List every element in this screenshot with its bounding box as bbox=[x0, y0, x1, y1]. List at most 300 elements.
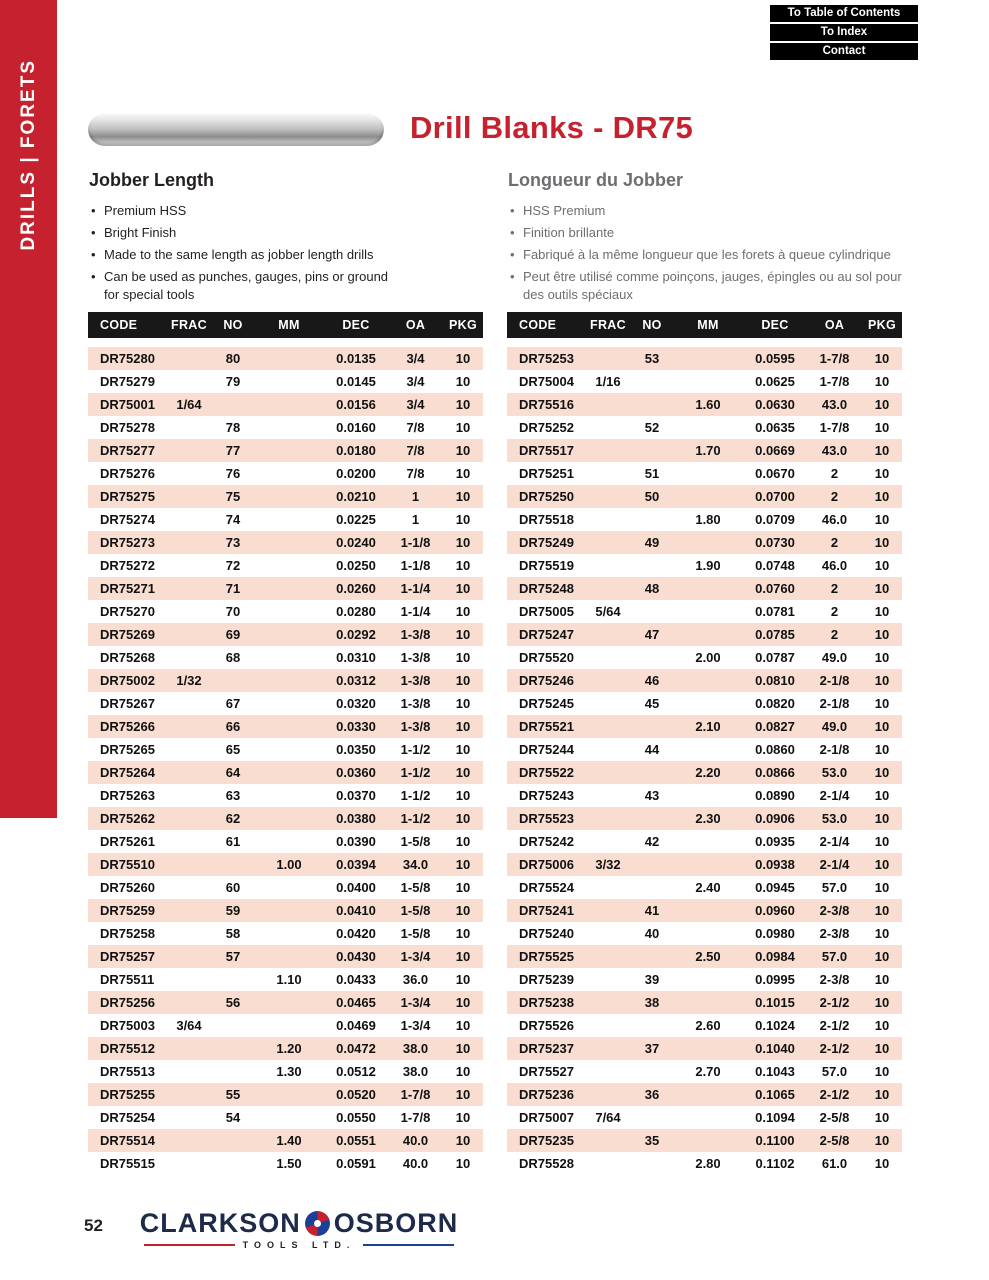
table-row bbox=[88, 623, 483, 646]
cell-mm: 1.70 bbox=[695, 443, 721, 458]
column-header-oa: OA bbox=[405, 318, 426, 332]
cell-dec: 0.0360 bbox=[336, 765, 376, 780]
cell-dec: 0.0748 bbox=[755, 558, 795, 573]
table-row bbox=[507, 485, 902, 508]
cell-mm: 2.10 bbox=[695, 719, 721, 734]
cell-code: DR75523 bbox=[519, 811, 574, 826]
table-row bbox=[88, 899, 483, 922]
cell-code: DR75510 bbox=[100, 857, 155, 872]
cell-no: 53 bbox=[644, 351, 660, 366]
table-row bbox=[507, 1014, 902, 1037]
cell-code: DR75269 bbox=[100, 627, 155, 642]
cell-pkg: 10 bbox=[455, 880, 471, 895]
cell-no: 47 bbox=[644, 627, 660, 642]
cell-dec: 0.0630 bbox=[755, 397, 795, 412]
cell-dec: 0.1094 bbox=[755, 1110, 795, 1125]
cell-pkg: 10 bbox=[874, 811, 890, 826]
table-row bbox=[507, 1037, 902, 1060]
cell-mm: 2.50 bbox=[695, 949, 721, 964]
cell-oa: 57.0 bbox=[821, 1064, 848, 1079]
table-row bbox=[88, 715, 483, 738]
cell-oa: 1 bbox=[411, 489, 420, 504]
cell-code: DR75518 bbox=[519, 512, 574, 527]
cell-code: DR75279 bbox=[100, 374, 155, 389]
cell-oa: 1-3/4 bbox=[400, 949, 431, 964]
table-row bbox=[507, 577, 902, 600]
cell-no: 78 bbox=[225, 420, 241, 435]
cell-dec: 0.0225 bbox=[336, 512, 376, 527]
cell-pkg: 10 bbox=[455, 834, 471, 849]
cell-dec: 0.0310 bbox=[336, 650, 376, 665]
cell-dec: 0.0820 bbox=[755, 696, 795, 711]
table-row bbox=[507, 462, 902, 485]
cell-no: 52 bbox=[644, 420, 660, 435]
cell-code: DR75276 bbox=[100, 466, 155, 481]
cell-pkg: 10 bbox=[874, 1064, 890, 1079]
sidebar bbox=[0, 0, 57, 818]
cell-code: DR75525 bbox=[519, 949, 574, 964]
cell-oa: 53.0 bbox=[821, 811, 848, 826]
cell-dec: 0.0995 bbox=[755, 972, 795, 987]
table-row bbox=[88, 1083, 483, 1106]
cell-dec: 0.0280 bbox=[336, 604, 376, 619]
cell-oa: 57.0 bbox=[821, 949, 848, 964]
table-row bbox=[88, 830, 483, 853]
sidebar-label-wrap bbox=[0, 42, 57, 267]
cell-no: 72 bbox=[225, 558, 241, 573]
cell-mm: 1.20 bbox=[276, 1041, 302, 1056]
cell-pkg: 10 bbox=[455, 995, 471, 1010]
cell-code: DR75245 bbox=[519, 696, 574, 711]
cell-no: 57 bbox=[225, 949, 241, 964]
cell-code: DR75244 bbox=[519, 742, 574, 757]
cell-oa: 1-3/4 bbox=[400, 995, 431, 1010]
brand-name-right: OSBORN bbox=[333, 1208, 459, 1238]
cell-code: DR75267 bbox=[100, 696, 155, 711]
cell-pkg: 10 bbox=[874, 1087, 890, 1102]
cell-pkg: 10 bbox=[455, 1041, 471, 1056]
cell-dec: 0.0591 bbox=[336, 1156, 376, 1171]
cell-dec: 0.0472 bbox=[336, 1041, 376, 1056]
cell-code: DR75239 bbox=[519, 972, 574, 987]
cell-pkg: 10 bbox=[455, 397, 471, 412]
cell-code: DR75249 bbox=[519, 535, 574, 550]
cell-code: DR75258 bbox=[100, 926, 155, 941]
cell-code: DR75513 bbox=[100, 1064, 155, 1079]
cell-dec: 0.0160 bbox=[336, 420, 376, 435]
cell-dec: 0.0260 bbox=[336, 581, 376, 596]
table-row bbox=[507, 922, 902, 945]
cell-code: DR75237 bbox=[519, 1041, 574, 1056]
cell-no: 66 bbox=[225, 719, 241, 734]
cell-no: 77 bbox=[225, 443, 241, 458]
cell-code: DR75236 bbox=[519, 1087, 574, 1102]
cell-oa: 1-1/4 bbox=[400, 604, 431, 619]
cell-oa: 38.0 bbox=[402, 1064, 429, 1079]
table-row bbox=[88, 439, 483, 462]
cell-no: 51 bbox=[644, 466, 660, 481]
cell-no: 38 bbox=[644, 995, 660, 1010]
cell-oa: 7/8 bbox=[406, 443, 425, 458]
cell-dec: 0.0810 bbox=[755, 673, 795, 688]
cell-dec: 0.0330 bbox=[336, 719, 376, 734]
cell-oa: 1-1/2 bbox=[400, 811, 431, 826]
cell-oa: 2 bbox=[830, 535, 839, 550]
cell-pkg: 10 bbox=[455, 949, 471, 964]
cell-code: DR75240 bbox=[519, 926, 574, 941]
cell-oa: 3/4 bbox=[406, 374, 425, 389]
cell-code: DR75264 bbox=[100, 765, 155, 780]
cell-frac: 3/32 bbox=[595, 857, 621, 872]
cell-pkg: 10 bbox=[455, 1087, 471, 1102]
bullet-item: • Can be used as punches, gauges, pins or ground for special tools bbox=[89, 268, 397, 304]
cell-pkg: 10 bbox=[874, 834, 890, 849]
cell-code: DR75519 bbox=[519, 558, 574, 573]
cell-dec: 0.0145 bbox=[336, 374, 376, 389]
column-header-code: CODE bbox=[100, 318, 138, 332]
cell-dec: 0.0135 bbox=[336, 351, 376, 366]
cell-dec: 0.0670 bbox=[755, 466, 795, 481]
cell-pkg: 10 bbox=[455, 1133, 471, 1148]
cell-oa: 2-1/8 bbox=[819, 696, 850, 711]
cell-oa: 61.0 bbox=[821, 1156, 848, 1171]
cell-no: 56 bbox=[225, 995, 241, 1010]
cell-frac: 3/64 bbox=[176, 1018, 202, 1033]
cell-no: 49 bbox=[644, 535, 660, 550]
cell-oa: 2-1/4 bbox=[819, 788, 850, 803]
cell-dec: 0.0700 bbox=[755, 489, 795, 504]
table-row bbox=[88, 1037, 483, 1060]
cell-oa: 36.0 bbox=[402, 972, 429, 987]
cell-pkg: 10 bbox=[455, 650, 471, 665]
cell-mm: 1.00 bbox=[276, 857, 302, 872]
cell-pkg: 10 bbox=[455, 765, 471, 780]
cell-oa: 1-1/2 bbox=[400, 788, 431, 803]
cell-pkg: 10 bbox=[874, 719, 890, 734]
cell-oa: 3/4 bbox=[406, 351, 425, 366]
cell-no: 64 bbox=[225, 765, 241, 780]
cell-pkg: 10 bbox=[874, 1110, 890, 1125]
cell-dec: 0.0210 bbox=[336, 489, 376, 504]
company-logo bbox=[138, 1208, 460, 1250]
cell-pkg: 10 bbox=[874, 880, 890, 895]
cell-oa: 1-7/8 bbox=[819, 351, 850, 366]
cell-oa: 2 bbox=[830, 627, 839, 642]
cell-dec: 0.0400 bbox=[336, 880, 376, 895]
cell-oa: 7/8 bbox=[406, 420, 425, 435]
table-row bbox=[507, 1129, 902, 1152]
cell-pkg: 10 bbox=[874, 742, 890, 757]
cell-code: DR75005 bbox=[519, 604, 574, 619]
cell-oa: 1 bbox=[411, 512, 420, 527]
table-row bbox=[507, 669, 902, 692]
cell-no: 40 bbox=[644, 926, 660, 941]
cell-code: DR75006 bbox=[519, 857, 574, 872]
cell-mm: 1.10 bbox=[276, 972, 302, 987]
cell-pkg: 10 bbox=[455, 489, 471, 504]
cell-oa: 1-1/4 bbox=[400, 581, 431, 596]
column-header-frac: FRAC bbox=[590, 318, 626, 332]
column-header-oa: OA bbox=[824, 318, 845, 332]
cell-oa: 2-1/2 bbox=[819, 1041, 850, 1056]
cell-dec: 0.0890 bbox=[755, 788, 795, 803]
cell-pkg: 10 bbox=[455, 1110, 471, 1125]
nav-button-to-table-of-contents[interactable]: To Table of Contents bbox=[770, 5, 918, 22]
cell-dec: 0.0410 bbox=[336, 903, 376, 918]
cell-pkg: 10 bbox=[874, 466, 890, 481]
cell-oa: 2 bbox=[830, 466, 839, 481]
column-header-pkg: PKG bbox=[868, 318, 896, 332]
cell-oa: 40.0 bbox=[402, 1133, 429, 1148]
table-row bbox=[88, 1129, 483, 1152]
table-row bbox=[507, 439, 902, 462]
table-row bbox=[88, 692, 483, 715]
cell-code: DR75526 bbox=[519, 1018, 574, 1033]
cell-code: DR75265 bbox=[100, 742, 155, 757]
cell-pkg: 10 bbox=[455, 719, 471, 734]
bullet-item: • Finition brillante bbox=[508, 224, 910, 242]
cell-no: 59 bbox=[225, 903, 241, 918]
cell-pkg: 10 bbox=[455, 696, 471, 711]
cell-oa: 2-5/8 bbox=[819, 1133, 850, 1148]
cell-oa: 1-7/8 bbox=[400, 1087, 431, 1102]
table-row bbox=[507, 853, 902, 876]
cell-dec: 0.0866 bbox=[755, 765, 795, 780]
cell-pkg: 10 bbox=[874, 397, 890, 412]
cell-pkg: 10 bbox=[455, 512, 471, 527]
cell-dec: 0.0520 bbox=[336, 1087, 376, 1102]
cell-mm: 2.30 bbox=[695, 811, 721, 826]
cell-oa: 40.0 bbox=[402, 1156, 429, 1171]
cell-pkg: 10 bbox=[874, 650, 890, 665]
column-header-frac: FRAC bbox=[171, 318, 207, 332]
cell-code: DR75248 bbox=[519, 581, 574, 596]
table-row bbox=[507, 393, 902, 416]
cell-dec: 0.0709 bbox=[755, 512, 795, 527]
cell-no: 41 bbox=[644, 903, 660, 918]
table-row bbox=[507, 807, 902, 830]
cell-no: 37 bbox=[644, 1041, 660, 1056]
table-row bbox=[507, 1152, 902, 1175]
table-row bbox=[507, 416, 902, 439]
column-header-no: NO bbox=[642, 318, 662, 332]
cell-dec: 0.0420 bbox=[336, 926, 376, 941]
cell-frac: 1/64 bbox=[176, 397, 202, 412]
cell-oa: 2-3/8 bbox=[819, 926, 850, 941]
cell-no: 71 bbox=[225, 581, 241, 596]
cell-code: DR75256 bbox=[100, 995, 155, 1010]
bullet-item: • Bright Finish bbox=[89, 224, 397, 242]
cell-pkg: 10 bbox=[874, 696, 890, 711]
cell-pkg: 10 bbox=[874, 903, 890, 918]
cell-dec: 0.1024 bbox=[755, 1018, 795, 1033]
column-header-code: CODE bbox=[519, 318, 557, 332]
table-body bbox=[507, 347, 902, 1175]
cell-oa: 1-5/8 bbox=[400, 926, 431, 941]
cell-dec: 0.0551 bbox=[336, 1133, 376, 1148]
cell-code: DR75255 bbox=[100, 1087, 155, 1102]
cell-pkg: 10 bbox=[455, 742, 471, 757]
cell-dec: 0.0433 bbox=[336, 972, 376, 987]
cell-code: DR75524 bbox=[519, 880, 574, 895]
cell-frac: 1/16 bbox=[595, 374, 621, 389]
cell-pkg: 10 bbox=[455, 972, 471, 987]
cell-mm: 1.90 bbox=[695, 558, 721, 573]
cell-pkg: 10 bbox=[455, 1018, 471, 1033]
cell-code: DR75238 bbox=[519, 995, 574, 1010]
cell-no: 55 bbox=[225, 1087, 241, 1102]
cell-dec: 0.0781 bbox=[755, 604, 795, 619]
cell-oa: 46.0 bbox=[821, 558, 848, 573]
cell-dec: 0.0595 bbox=[755, 351, 795, 366]
cell-mm: 2.80 bbox=[695, 1156, 721, 1171]
cell-oa: 1-3/8 bbox=[400, 673, 431, 688]
cell-pkg: 10 bbox=[874, 788, 890, 803]
cell-oa: 1-5/8 bbox=[400, 880, 431, 895]
cell-mm: 2.00 bbox=[695, 650, 721, 665]
cell-pkg: 10 bbox=[874, 765, 890, 780]
table-row bbox=[88, 1152, 483, 1175]
table-row bbox=[507, 945, 902, 968]
intro-english bbox=[89, 170, 397, 308]
cell-code: DR75528 bbox=[519, 1156, 574, 1171]
page-title: Drill Blanks - DR75 bbox=[410, 110, 694, 145]
cell-oa: 3/4 bbox=[406, 397, 425, 412]
cell-pkg: 10 bbox=[874, 489, 890, 504]
cell-oa: 2-3/8 bbox=[819, 903, 850, 918]
cell-no: 74 bbox=[225, 512, 241, 527]
column-header-pkg: PKG bbox=[449, 318, 477, 332]
logo-rule-right bbox=[363, 1244, 454, 1247]
cell-dec: 0.1043 bbox=[755, 1064, 795, 1079]
cell-mm: 1.40 bbox=[276, 1133, 302, 1148]
cell-no: 80 bbox=[225, 351, 241, 366]
cell-dec: 0.1015 bbox=[755, 995, 795, 1010]
cell-oa: 1-1/8 bbox=[400, 535, 431, 550]
cell-no: 67 bbox=[225, 696, 241, 711]
cell-mm: 2.70 bbox=[695, 1064, 721, 1079]
table-row bbox=[507, 370, 902, 393]
spec-table-left bbox=[88, 312, 483, 1175]
sidebar-section-label: DRILLS | FORETS bbox=[17, 58, 39, 251]
cell-dec: 0.0635 bbox=[755, 420, 795, 435]
cell-dec: 0.1100 bbox=[755, 1133, 795, 1148]
cell-oa: 49.0 bbox=[821, 719, 848, 734]
cell-code: DR75266 bbox=[100, 719, 155, 734]
intro-heading-english: Jobber Length bbox=[89, 170, 214, 190]
cell-code: DR75275 bbox=[100, 489, 155, 504]
cell-code: DR75273 bbox=[100, 535, 155, 550]
cell-mm: 2.40 bbox=[695, 880, 721, 895]
cell-oa: 2-1/2 bbox=[819, 995, 850, 1010]
cell-mm: 1.50 bbox=[276, 1156, 302, 1171]
cell-pkg: 10 bbox=[874, 558, 890, 573]
cell-no: 39 bbox=[644, 972, 660, 987]
table-row bbox=[88, 876, 483, 899]
cell-no: 35 bbox=[644, 1133, 660, 1148]
cell-no: 68 bbox=[225, 650, 241, 665]
cell-mm: 1.80 bbox=[695, 512, 721, 527]
cell-pkg: 10 bbox=[455, 926, 471, 941]
table-row bbox=[88, 738, 483, 761]
cell-no: 70 bbox=[225, 604, 241, 619]
cell-pkg: 10 bbox=[874, 1041, 890, 1056]
cell-pkg: 10 bbox=[455, 558, 471, 573]
cell-code: DR75247 bbox=[519, 627, 574, 642]
cell-frac: 1/32 bbox=[176, 673, 202, 688]
cell-pkg: 10 bbox=[455, 1064, 471, 1079]
company-logo-wordmark bbox=[138, 1208, 460, 1239]
table-row bbox=[88, 462, 483, 485]
cell-dec: 0.0730 bbox=[755, 535, 795, 550]
cell-oa: 2-1/2 bbox=[819, 1018, 850, 1033]
cell-dec: 0.1040 bbox=[755, 1041, 795, 1056]
table-row bbox=[88, 485, 483, 508]
table-body bbox=[88, 347, 483, 1175]
cell-code: DR75272 bbox=[100, 558, 155, 573]
cell-code: DR75257 bbox=[100, 949, 155, 964]
table-row bbox=[507, 761, 902, 784]
cell-code: DR75274 bbox=[100, 512, 155, 527]
spec-table-right bbox=[507, 312, 902, 1175]
cell-pkg: 10 bbox=[874, 604, 890, 619]
cell-dec: 0.0625 bbox=[755, 374, 795, 389]
cell-pkg: 10 bbox=[455, 581, 471, 596]
cell-oa: 2-5/8 bbox=[819, 1110, 850, 1125]
cell-code: DR75004 bbox=[519, 374, 574, 389]
cell-dec: 0.0938 bbox=[755, 857, 795, 872]
table-row bbox=[507, 1083, 902, 1106]
bullet-list-english bbox=[89, 202, 397, 304]
cell-code: DR75251 bbox=[519, 466, 574, 481]
cell-dec: 0.0935 bbox=[755, 834, 795, 849]
cell-pkg: 10 bbox=[455, 788, 471, 803]
table-row bbox=[88, 370, 483, 393]
cell-pkg: 10 bbox=[874, 1156, 890, 1171]
table-row bbox=[88, 761, 483, 784]
cell-code: DR75522 bbox=[519, 765, 574, 780]
table-row bbox=[507, 784, 902, 807]
cell-dec: 0.0390 bbox=[336, 834, 376, 849]
cell-oa: 2 bbox=[830, 604, 839, 619]
nav-button-to-index[interactable]: To Index bbox=[770, 24, 918, 41]
cell-oa: 2 bbox=[830, 581, 839, 596]
cell-mm: 1.60 bbox=[695, 397, 721, 412]
cell-dec: 0.0980 bbox=[755, 926, 795, 941]
cell-code: DR75277 bbox=[100, 443, 155, 458]
table-row bbox=[88, 669, 483, 692]
cell-pkg: 10 bbox=[874, 949, 890, 964]
nav-button-contact[interactable]: Contact bbox=[770, 43, 918, 60]
cell-dec: 0.0370 bbox=[336, 788, 376, 803]
cell-code: DR75235 bbox=[519, 1133, 574, 1148]
cell-pkg: 10 bbox=[874, 627, 890, 642]
cell-pkg: 10 bbox=[455, 535, 471, 550]
table-row bbox=[507, 1106, 902, 1129]
cell-no: 44 bbox=[644, 742, 660, 757]
cell-pkg: 10 bbox=[874, 1018, 890, 1033]
table-row bbox=[88, 968, 483, 991]
cell-dec: 0.0200 bbox=[336, 466, 376, 481]
brand-subtitle: TOOLS LTD. bbox=[242, 1240, 356, 1250]
table-row bbox=[507, 876, 902, 899]
cell-pkg: 10 bbox=[455, 351, 471, 366]
table-row bbox=[88, 784, 483, 807]
cell-code: DR75521 bbox=[519, 719, 574, 734]
cell-no: 54 bbox=[225, 1110, 241, 1125]
cell-pkg: 10 bbox=[455, 420, 471, 435]
table-header-row bbox=[507, 312, 902, 338]
